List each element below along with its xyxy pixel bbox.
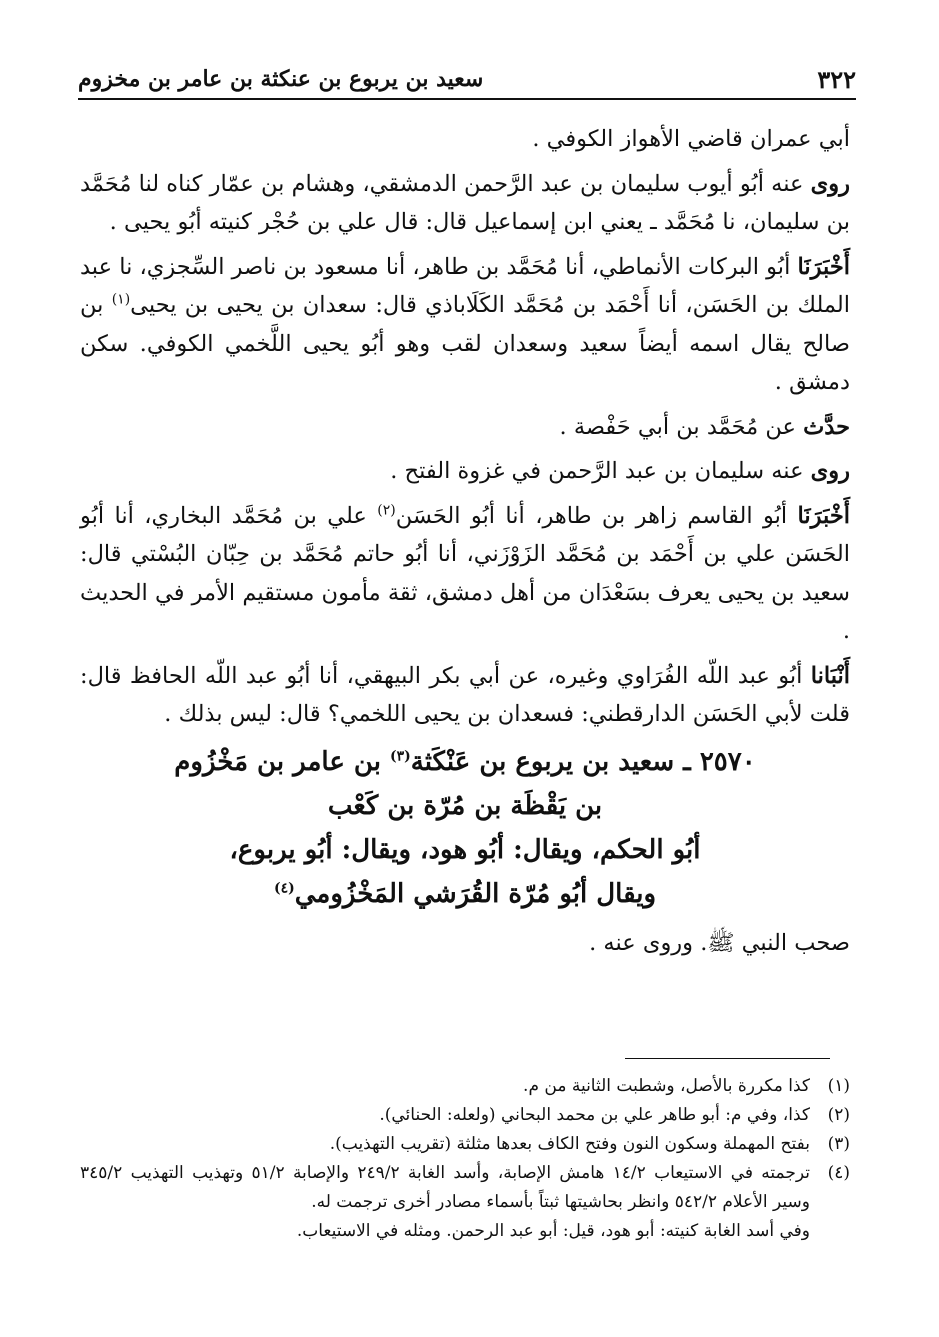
entry-heading-line xyxy=(80,872,850,916)
paragraph-keyword: أَنْبَانا xyxy=(810,662,850,689)
main-text xyxy=(80,120,850,968)
paragraph-keyword: أَخْبَرَنَا xyxy=(797,253,850,280)
running-title: سعيد بن يربوع بن عنكثة بن عامر بن مخزوم xyxy=(78,66,484,92)
paragraph-keyword: روى xyxy=(810,170,850,197)
paragraph xyxy=(80,120,850,159)
paragraph: صحب النبي ﷺ. وروى عنه . xyxy=(589,929,850,956)
footnote xyxy=(80,1072,850,1101)
entry-heading-text: ٢٥٧٠ ـ سعيد بن يربوع بن عَنْكَثة xyxy=(410,746,756,777)
paragraph-text: عنه سليمان بن عبد الرَّحمن في غزوة الفتح . xyxy=(390,458,811,484)
footnote xyxy=(80,1159,850,1217)
paragraph-text: عنه أبُو أيوب سليمان بن عبد الرَّحمن الدمشقي، وهشام بن عمّار كناه لنا مُحَمَّد بن سليمان، نا مُحَمَّد ـ يعني ابن إسماعيل قال: قال علي بن حُجْر كنيته أبُو يحيى . xyxy=(80,170,850,235)
paragraph xyxy=(80,165,850,242)
paragraph xyxy=(80,657,850,734)
footnote-divider xyxy=(625,1058,830,1059)
paragraph-text: عن مُحَمَّد بن أبي حَفْصة . xyxy=(559,413,804,440)
footnote-ref: (٢) xyxy=(377,502,396,518)
footnote-continuation: وفي أسد الغابة كنيته: أبو هود، قيل: أبو عبد الرحمن. ومثله في الاستيعاب. xyxy=(296,1221,810,1241)
footnote-ref: (٤) xyxy=(273,879,295,896)
entry-heading-text: بن عامر بن مَخْزُوم xyxy=(174,746,390,777)
entry-heading-text: ويقال أبُو مُرّة القُرَشي المَخْزُومي xyxy=(294,878,657,909)
entry-heading-line: أبُو الحكم، ويقال: أبُو هود، ويقال: أبُو يربوع، xyxy=(229,834,701,865)
entry-heading-line: بن يَقْظَة بن مُرّة بن كَعْب xyxy=(327,790,603,821)
paragraph-keyword: روى xyxy=(810,458,850,484)
paragraph xyxy=(80,248,850,402)
paragraph-text: أبي عمران قاضي الأهواز الكوفي . xyxy=(532,126,850,152)
paragraph-text: بن صالح يقال اسمه أيضاً سعيد وسعدان لقب وهو أبُو يحيى اللَّخمي الكوفي. سكن دمشق . xyxy=(80,292,850,395)
footnote-number: (٢) xyxy=(827,1105,850,1125)
entry-heading-line xyxy=(80,740,850,784)
footnote-number: (٤) xyxy=(827,1163,850,1183)
page-number: ٣٢٢ xyxy=(817,65,856,94)
footnote-ref: (١) xyxy=(111,291,131,308)
footnote-text: ترجمته في الاستيعاب ١٤/٢ هامش الإصابة، وأسد الغابة ٢٤٩/٢ والإصابة ٥١/٢ وتهذيب التهذيب ٣٤٥/٢ وسير الأعلام ٥٤٢/٢ وانظر بحاشيتها ثبتاً بأسماء مصادر أخرى ترجمت له. xyxy=(80,1163,810,1212)
footnotes xyxy=(80,1072,850,1246)
paragraph-text: علي بن مُحَمَّد البخاري، أنا أبُو الحَسَن علي بن أَحْمَد بن مُحَمَّد الزَوْزَني، أنا أبُو حاتم مُحَمَّد بن حِبّان البُسْتي قال: سعيد بن يحيى يعرف بسَعْدَان من أهل دمشق، ثقة مأمون مستقيم الأمر في الحديث . xyxy=(80,502,850,644)
paragraph xyxy=(80,452,850,491)
entry-heading xyxy=(80,740,850,916)
paragraph-keyword: أَخْبَرَنَا xyxy=(797,502,850,529)
paragraph-text: أبُو البركات الأنماطي، أنا مُحَمَّد بن طاهر، أنا مسعود بن ناصر السِّجزي، نا عبد الملك بن الحَسَن، أنا أَحْمَد بن مُحَمَّد الكَلَاباذي قال: سعدان بن يحيى بن يحيى xyxy=(80,253,851,318)
footnote xyxy=(80,1101,850,1130)
paragraph-text: أبُو عبد اللّه الفُرَاوي وغيره، عن أبي بكر البيهقي، أنا أبُو عبد اللّه الحافظ قال: قلت لأبي الحَسَن الدارقطني: فسعدان بن يحيى اللخمي؟ قال: ليس بذلك . xyxy=(80,662,850,727)
footnote-text: كذا مكررة بالأصل، وشطبت الثانية من م. xyxy=(523,1076,810,1096)
paragraph xyxy=(80,497,850,651)
footnote xyxy=(80,1130,850,1159)
footnote-number: (٣) xyxy=(827,1134,850,1154)
footnote-text: بفتح المهملة وسكون النون وفتح الكاف بعدها مثلثة (تقريب التهذيب). xyxy=(329,1134,810,1154)
paragraph-keyword: حدَّث xyxy=(803,413,850,440)
paragraph-text: أبُو القاسم زاهر بن طاهر، أنا أبُو الحَسَن xyxy=(395,502,798,529)
footnote-number: (١) xyxy=(827,1076,850,1096)
footnote-ref: (٣) xyxy=(389,747,411,764)
page-header xyxy=(78,58,856,100)
footnote-text: كذا، وفي م: أبو طاهر علي بن محمد البحاني (ولعله: الحنائي). xyxy=(379,1105,810,1125)
paragraph xyxy=(80,408,850,447)
